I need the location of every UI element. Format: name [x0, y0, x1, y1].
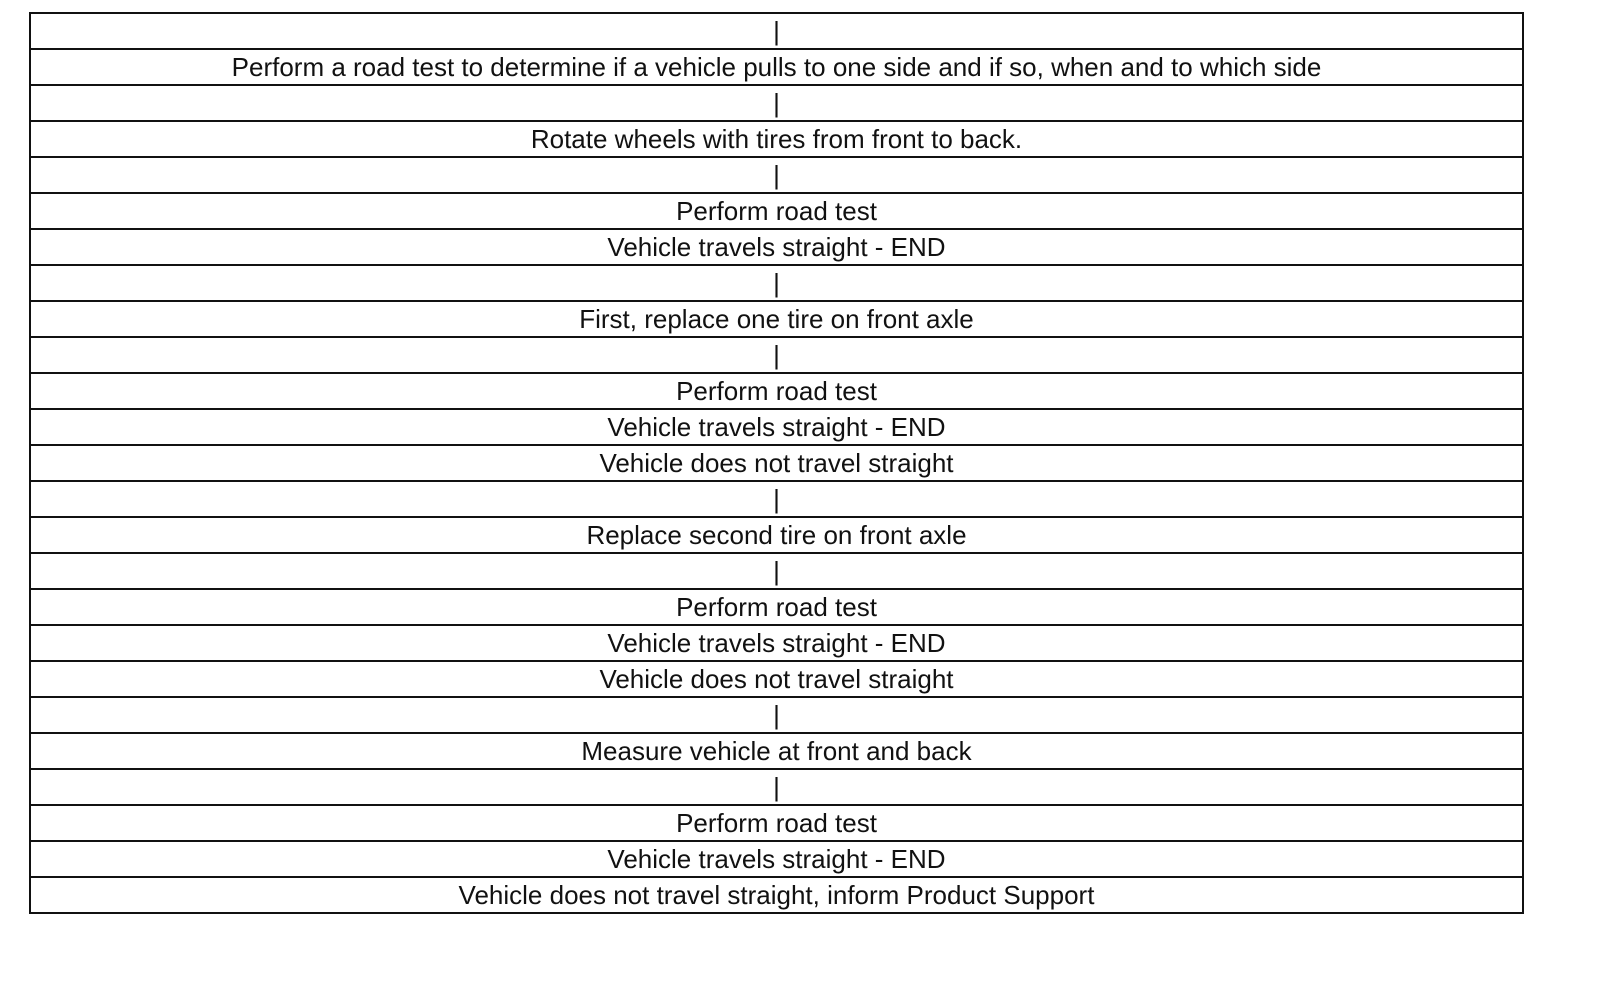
flow-row	[30, 481, 1523, 517]
outcome-straight-end: Vehicle travels straight - END	[30, 625, 1523, 661]
flow-row	[30, 157, 1523, 193]
flow-row	[30, 265, 1523, 301]
flow-row	[30, 733, 1523, 769]
outcome-straight-end: Vehicle travels straight - END	[30, 229, 1523, 265]
flow-row	[30, 121, 1523, 157]
flow-row	[30, 49, 1523, 85]
flow-row	[30, 841, 1523, 877]
flow-row	[30, 409, 1523, 445]
connector-line: |	[30, 337, 1523, 373]
flowchart-table	[29, 12, 1524, 914]
step-measure-vehicle: Measure vehicle at front and back	[30, 733, 1523, 769]
connector-line: |	[30, 769, 1523, 805]
flow-row	[30, 661, 1523, 697]
connector-line: |	[30, 553, 1523, 589]
flow-row	[30, 553, 1523, 589]
flow-row	[30, 229, 1523, 265]
flow-row	[30, 13, 1523, 49]
outcome-not-straight: Vehicle does not travel straight	[30, 661, 1523, 697]
flow-row	[30, 769, 1523, 805]
outcome-straight-end: Vehicle travels straight - END	[30, 841, 1523, 877]
connector-line: |	[30, 157, 1523, 193]
outcome-inform-product-support: Vehicle does not travel straight, inform Product Support	[30, 877, 1523, 913]
outcome-not-straight: Vehicle does not travel straight	[30, 445, 1523, 481]
flow-row	[30, 517, 1523, 553]
flow-row	[30, 85, 1523, 121]
outcome-straight-end: Vehicle travels straight - END	[30, 409, 1523, 445]
flow-row	[30, 697, 1523, 733]
flow-row	[30, 445, 1523, 481]
flow-row	[30, 193, 1523, 229]
flow-row	[30, 337, 1523, 373]
flow-row	[30, 373, 1523, 409]
connector-line: |	[30, 481, 1523, 517]
step-initial-road-test: Perform a road test to determine if a vehicle pulls to one side and if so, when and to which side	[30, 49, 1523, 85]
flowchart-body	[30, 13, 1523, 913]
connector-line: |	[30, 697, 1523, 733]
step-road-test: Perform road test	[30, 193, 1523, 229]
flow-row	[30, 877, 1523, 913]
step-rotate-wheels: Rotate wheels with tires from front to back.	[30, 121, 1523, 157]
connector-line: |	[30, 85, 1523, 121]
step-road-test: Perform road test	[30, 805, 1523, 841]
flow-row	[30, 625, 1523, 661]
step-road-test: Perform road test	[30, 373, 1523, 409]
step-road-test: Perform road test	[30, 589, 1523, 625]
flow-row	[30, 301, 1523, 337]
flow-row	[30, 805, 1523, 841]
step-replace-second-tire: Replace second tire on front axle	[30, 517, 1523, 553]
step-replace-first-tire: First, replace one tire on front axle	[30, 301, 1523, 337]
connector-line: |	[30, 13, 1523, 49]
flow-row	[30, 589, 1523, 625]
connector-line: |	[30, 265, 1523, 301]
